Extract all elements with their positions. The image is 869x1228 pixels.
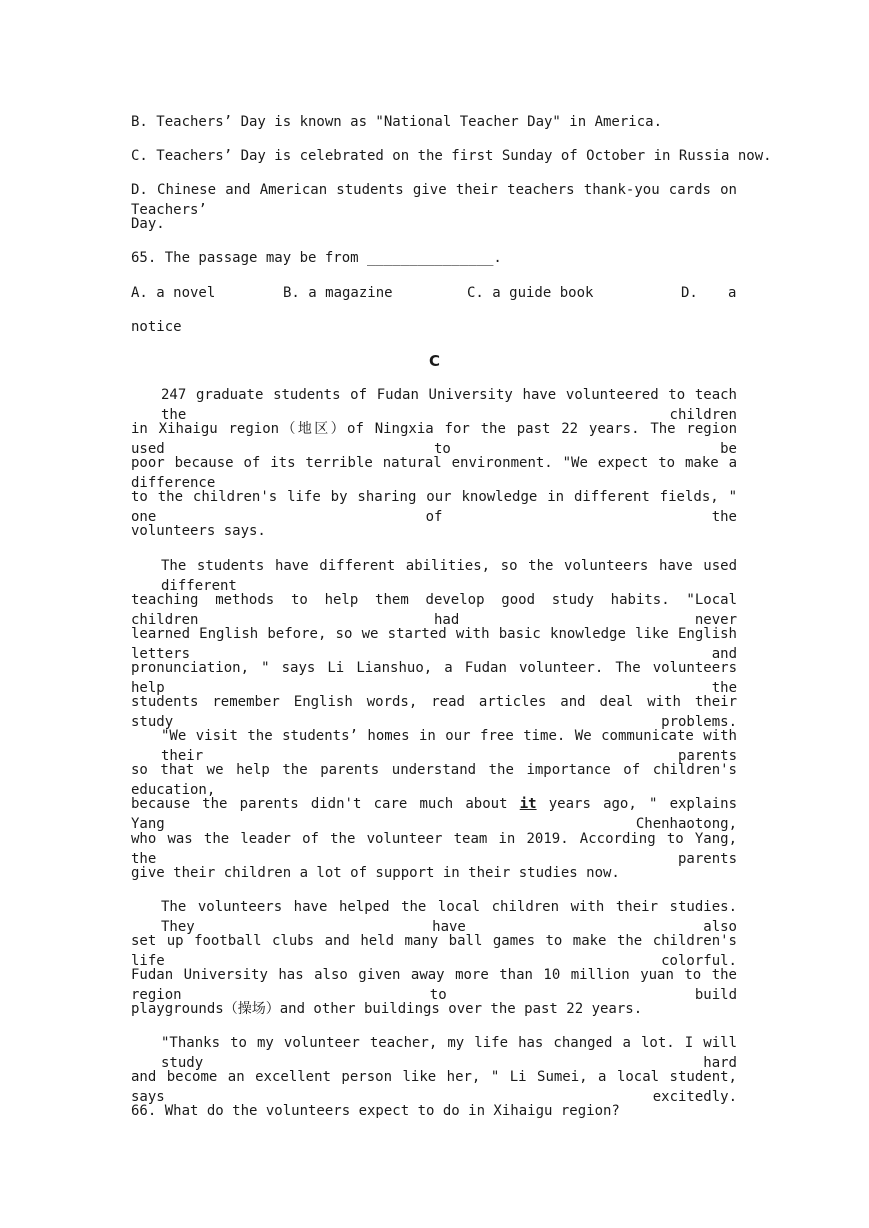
paragraph-2-line: students remember English words, read articles and deal with their study problems. xyxy=(131,694,737,730)
option-d-prev-line1: D. Chinese and American students give their teachers thank-you cards on Teachers’ xyxy=(131,182,737,218)
option-65-c: C. a guide book xyxy=(467,285,594,301)
paragraph-4-line: playgrounds（操场）and other buildings over the past 22 years. xyxy=(131,1001,643,1017)
paragraph-3-text-after: years ago, " explains Yang Chenhaotong, xyxy=(131,796,737,832)
paragraph-5-line: and become an excellent person like her, " Li Sumei, a local student, says excitedly. xyxy=(131,1069,737,1105)
paragraph-3-line xyxy=(131,794,737,834)
paragraph-2-line: teaching methods to help them develop good study habits. "Local children had never xyxy=(131,592,737,628)
paragraph-1-line: in Xihaigu region（地区）of Ningxia for the past 22 years. The region used to be xyxy=(131,421,737,457)
paragraph-3-text-before: because the parents didn't care much about xyxy=(131,796,520,812)
paragraph-4-line: set up football clubs and held many ball games to make the children's life colorful. xyxy=(131,933,737,969)
paragraph-4-line: Fudan University has also given away more than 10 million yuan to the region to build xyxy=(131,967,737,1003)
paragraph-3-line: so that we help the parents understand the importance of children's education, xyxy=(131,762,737,798)
question-66: 66. What do the volunteers expect to do in Xihaigu region? xyxy=(131,1103,620,1119)
option-b-prev: B. Teachers’ Day is known as "National Teacher Day" in America. xyxy=(131,114,663,130)
paragraph-3-line: give their children a lot of support in their studies now. xyxy=(131,865,620,881)
paragraph-2-line: pronunciation, " says Li Lianshuo, a Fudan volunteer. The volunteers help the xyxy=(131,660,737,696)
option-65-d-continued: notice xyxy=(131,319,182,335)
paragraph-2-line: learned English before, so we started with basic knowledge like English letters and xyxy=(131,626,737,662)
question-65: 65. The passage may be from _______________. xyxy=(131,250,502,266)
paragraph-1-line: to the children's life by sharing our knowledge in different fields, " one of the xyxy=(131,489,737,525)
paragraph-1-line: 247 graduate students of Fudan University have volunteered to teach the children xyxy=(161,387,737,423)
option-65-a: A. a novel xyxy=(131,285,216,301)
paragraph-3-line: who was the leader of the volunteer team in 2019. According to Yang, the parents xyxy=(131,831,737,867)
option-65-d-word: a xyxy=(728,285,737,301)
paragraph-2-line: The students have different abilities, so the volunteers have used different xyxy=(161,558,737,594)
option-d-prev-line2: Day. xyxy=(131,216,165,232)
paragraph-1-line: volunteers says. xyxy=(131,523,266,539)
option-65-b: B. a magazine xyxy=(283,285,393,301)
paragraph-3-line: "We visit the students’ homes in our free time. We communicate with their parents xyxy=(161,728,737,764)
paragraph-1-line: poor because of its terrible natural environment. "We expect to make a difference xyxy=(131,455,737,491)
paragraph-5-line: "Thanks to my volunteer teacher, my life has changed a lot. I will study hard xyxy=(161,1035,737,1071)
paragraph-4-line: The volunteers have helped the local children with their studies. They have also xyxy=(161,899,737,935)
option-c-prev: C. Teachers’ Day is celebrated on the first Sunday of October in Russia now. xyxy=(131,148,772,164)
underlined-word-it: it xyxy=(519,796,537,812)
section-heading: C xyxy=(428,352,440,370)
option-65-d-letter: D. xyxy=(681,285,698,301)
